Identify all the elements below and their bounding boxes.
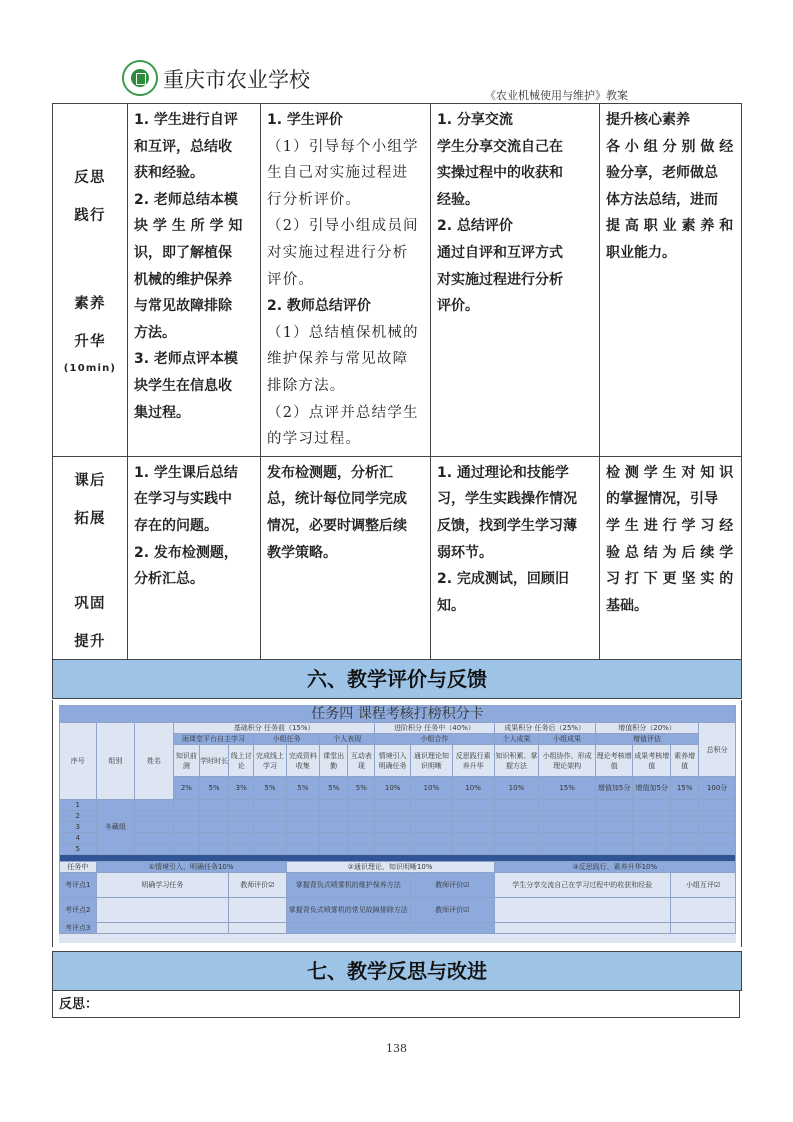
item-weight: 10% [410,777,452,800]
text-line: 1. 学生进行自评 [134,112,238,128]
item-weight: 5% [320,777,348,800]
text-line: 学生分享交流自己在 [437,138,563,155]
score-cell[interactable] [135,822,174,833]
header-index: 序号 [60,723,97,800]
text-line: 检 测 学 生 对 知 识 [606,464,734,481]
item-weight: 10% [494,777,539,800]
stage-title-line: 践行 [74,208,106,224]
stage-title-line: 拓展 [74,510,106,527]
text-line: 2. 总结评价 [437,218,513,235]
score-cell[interactable] [699,822,736,833]
item-weight: 3% [229,777,254,800]
score-cell[interactable] [410,844,452,855]
item-header: 知识积累、掌握方法 [494,745,539,777]
page-number: 138 [386,1042,407,1055]
text-line: 学 生 进 行 学 习 经 [606,517,734,534]
score-cell[interactable] [410,800,452,811]
score-cell[interactable] [286,800,319,811]
score-cell[interactable] [633,844,671,855]
score-cell[interactable] [286,844,319,855]
school-name: 重庆市农业学校 [163,68,310,92]
score-card [59,705,736,943]
text-line: 对实施过程进行分析 [437,271,563,288]
subgroup: 个人成果 [494,734,539,745]
score-cell[interactable] [633,811,671,822]
group-name: 冬藏组 [96,800,135,855]
student-activity-cell [128,104,261,457]
score-cell[interactable] [410,822,452,833]
score-cell[interactable] [348,800,375,811]
subgroup: 小组成果 [539,734,595,745]
phase2-content: 掌握背负式喷雾机的维护保养方法 [286,873,410,898]
text-line: 块学生在信息收 [134,377,232,394]
eval-point-label: 考评点3 [60,923,97,934]
text-line: 习 打 下 更 坚 实 的 [606,571,734,588]
text-line: 总，统计每位同学完成 [267,491,407,508]
score-cell[interactable] [452,800,494,811]
item-weight: 5% [254,777,286,800]
text-line: 2. 完成测试，回顾旧 [437,571,569,588]
item-header: 成果考核增值 [633,745,671,777]
score-cell[interactable] [286,822,319,833]
text-line: （1）引导每个小组学 [267,138,419,155]
score-cell[interactable] [452,811,494,822]
item-weight: 增值加5分 [633,777,671,800]
school-logo-icon [122,60,158,96]
score-cell[interactable] [539,800,595,811]
stage-title-line: 提升 [74,633,106,650]
score-cell[interactable] [173,822,199,833]
score-cell[interactable] [199,811,228,822]
header-name: 姓名 [135,723,174,800]
score-cell[interactable] [229,800,254,811]
score-cell[interactable] [199,833,228,844]
score-cell[interactable] [135,833,174,844]
phase1-content: 明确学习任务 [96,873,229,898]
stage-title-line: 巩固 [74,595,106,612]
score-cell[interactable] [375,822,411,833]
item-header: 理论考核增值 [595,745,633,777]
text-line: 2. 教师总结评价 [267,298,371,315]
eval-point-label: 考评点2 [60,898,97,923]
score-cell[interactable] [348,822,375,833]
text-line: 集过程。 [134,404,190,421]
score-cell[interactable] [452,833,494,844]
text-line: 反馈，找到学生学习薄 [437,517,577,534]
text-line: 3. 老师点评本模 [134,351,238,368]
score-cell[interactable] [595,844,633,855]
item-weight: 5% [199,777,228,800]
text-line: 发布检测题，分析汇 [267,464,393,481]
phase1-content [96,898,229,923]
text-line: 与常见故障排除 [134,298,232,315]
intent-cell [600,456,742,664]
item-header: 完成资料收集 [286,745,319,777]
score-cell[interactable] [173,833,199,844]
score-cell[interactable] [494,811,539,822]
phase3-eval: 小组互评☑ [671,873,736,898]
stage-title-line: 课后 [74,472,106,489]
subgroup: 雨课堂平台自主学习 [173,734,253,745]
stage-title-line: 素养 [74,296,106,312]
phase-header: ②通识理论、知识明晰10% [286,862,494,873]
score-cell[interactable] [199,844,228,855]
text-line: 行分析评价。 [267,191,362,208]
score-cell[interactable] [229,811,254,822]
text-line: 评价。 [437,298,479,315]
item-weight: 10% [452,777,494,800]
stage-duration: (10min) [63,363,117,374]
score-cell[interactable] [286,811,319,822]
text-line: （2）点评并总结学生 [267,404,419,421]
phase1-content [96,923,229,934]
learning-cell [431,104,600,457]
task-mid-label: 任务中 [60,862,97,873]
text-line: 1. 分享交流 [437,112,513,128]
phase2-content: 掌握背负式喷雾机的常见故障排除方法 [286,898,410,923]
score-cell[interactable] [494,800,539,811]
score-cell[interactable] [173,844,199,855]
text-line: 分析汇总。 [134,571,204,588]
score-cell[interactable] [699,833,736,844]
group-value-added: 增值积分（20%） [595,723,698,734]
item-weight: 5% [286,777,319,800]
score-cell[interactable] [135,811,174,822]
score-card-title: 任务四 课程考核打榜积分卡 [60,706,736,723]
item-header: 学时时长 [199,745,228,777]
score-cell[interactable] [173,800,199,811]
phase-header: ①情境引入、明确任务10% [96,862,286,873]
score-cell[interactable] [199,822,228,833]
score-cell[interactable] [494,822,539,833]
row-index: 3 [60,822,97,833]
score-cell[interactable] [375,833,411,844]
lesson-plan-table [52,103,742,665]
text-line: 块 学 生 所 学 知 [134,218,243,235]
text-line: 实操过程中的收获和 [437,165,563,182]
text-line: 职业能力。 [606,244,676,261]
text-line: 基础。 [606,597,648,614]
score-cell[interactable] [375,844,411,855]
score-cell[interactable] [452,844,494,855]
text-line: 弱环节。 [437,544,493,561]
text-line: 评价。 [267,271,315,288]
student-activity-cell [128,456,261,664]
phase2-content [286,923,410,934]
score-cell[interactable] [595,811,633,822]
phase2-eval: 教师评价☑ [410,873,494,898]
score-cell[interactable] [671,800,699,811]
phase1-eval [229,898,286,923]
text-line: 方法。 [134,324,176,341]
text-line: 对实施过程进行分析 [267,244,409,261]
intent-cell [600,104,742,457]
section-7-heading: 七、教学反思与改进 [52,951,742,991]
phase1-eval: 教师评价☑ [229,873,286,898]
group-result: 成果积分 任务后（25%） [494,723,595,734]
score-cell[interactable] [699,811,736,822]
intent-title: 提升核心素养 [606,112,690,128]
text-line: 验 总 结 为 后 续 学 [606,544,734,561]
score-cell[interactable] [494,844,539,855]
item-header: 小组协作、形成理论架构 [539,745,595,777]
text-line: 通过自评和互评方式 [437,244,563,261]
score-cell[interactable] [348,811,375,822]
text-line: 知。 [437,597,465,614]
text-line: 的掌握情况，引导 [606,491,718,508]
item-weight: 5% [348,777,375,800]
item-weight: 2% [173,777,199,800]
score-cell[interactable] [135,800,174,811]
score-cell[interactable] [410,811,452,822]
student-row [60,822,736,833]
text-line: 的学习过程。 [267,431,362,448]
score-cell[interactable] [375,811,411,822]
text-line: 和互评，总结收 [134,138,232,155]
text-line: 提 高 职 业 素 养 和 [606,218,734,235]
stage-title [53,456,128,664]
text-line: 1. 学生课后总结 [134,464,238,481]
score-cell[interactable] [595,800,633,811]
teacher-activity-cell [261,104,431,457]
score-cell[interactable] [254,800,286,811]
phase2-eval [410,923,494,934]
score-cell[interactable] [452,822,494,833]
subgroup: 增值评估 [595,734,698,745]
item-header: 反思践行素养升华 [452,745,494,777]
phase3-eval [671,923,736,934]
score-cell[interactable] [539,844,595,855]
score-cell[interactable] [320,822,348,833]
score-cell[interactable] [494,833,539,844]
score-cell[interactable] [199,800,228,811]
score-cell[interactable] [254,833,286,844]
header-group: 组别 [96,723,135,800]
item-header: 线上讨论 [229,745,254,777]
phase1-eval [229,923,286,934]
score-cell[interactable] [286,833,319,844]
phase3-content [494,923,671,934]
text-line: 情况，必要时调整后续 [267,517,407,534]
course-title: 《农业机械使用与维护》教案 [485,89,628,102]
score-cell[interactable] [633,800,671,811]
phase3-content: 学生分享交流自己在学习过程中的收获和经验 [494,873,671,898]
eval-point-label: 考评点1 [60,873,97,898]
section-6-heading: 六、教学评价与反馈 [52,659,742,699]
subgroup: 小组任务 [254,734,320,745]
score-cell[interactable] [254,811,286,822]
text-line: 获和经验。 [134,165,204,182]
score-cell[interactable] [320,844,348,855]
total-weight: 100分 [699,777,736,800]
subgroup: 个人表现 [320,734,375,745]
row-index: 2 [60,811,97,822]
item-weight: 15% [539,777,595,800]
stage-row-extension [53,456,742,664]
score-card-table [59,705,736,934]
text-line: 习，学生实践操作情况 [437,491,577,508]
text-line: 在学习与实践中 [134,491,232,508]
row-index: 4 [60,833,97,844]
text-line: 识，即了解植保 [134,244,232,261]
score-cell[interactable] [699,800,736,811]
score-cell[interactable] [254,844,286,855]
item-weight: 增值加5分 [595,777,633,800]
score-cell[interactable] [671,844,699,855]
text-line: （1）总结植保机械的 [267,324,419,341]
text-line: 生自己对实施过程进 [267,165,409,182]
text-line: 2. 老师总结本模 [134,191,238,208]
phase2-eval: 教师评价☑ [410,898,494,923]
score-cell[interactable] [671,811,699,822]
text-line: 维护保养与常见故障 [267,351,409,368]
score-cell[interactable] [539,833,595,844]
score-cell[interactable] [539,811,595,822]
text-line: 机械的维护保养 [134,271,232,288]
student-row [60,844,736,855]
teacher-activity-cell [261,456,431,664]
text-line: 2. 发布检测题， [134,544,238,561]
header-total: 总积分 [699,723,736,777]
item-weight: 10% [375,777,411,800]
item-header: 知识前测 [173,745,199,777]
score-cell[interactable] [671,833,699,844]
item-header: 课堂出勤 [320,745,348,777]
stage-title [53,104,128,457]
student-row [60,811,736,822]
text-line: 各 小 组 分 别 做 经 [606,138,734,155]
group-basic: 基础积分 任务前（15%） [173,723,375,734]
score-cell[interactable] [410,833,452,844]
score-cell[interactable] [595,833,633,844]
score-cell[interactable] [254,822,286,833]
text-line: 1. 学生评价 [267,112,343,128]
student-row [60,833,736,844]
score-cell[interactable] [633,822,671,833]
score-cell[interactable] [699,844,736,855]
row-index: 1 [60,800,97,811]
stage-title-line: 升华 [74,334,106,350]
phase3-eval [671,898,736,923]
score-cell[interactable] [135,844,174,855]
group-advanced: 进阶积分 任务中（40%） [375,723,494,734]
item-header: 情境引入明确任务 [375,745,411,777]
score-cell[interactable] [595,822,633,833]
item-header: 素养增值 [671,745,699,777]
reflection-field[interactable]: 反思： [52,990,740,1018]
score-cell[interactable] [229,833,254,844]
stage-title-line: 反思 [74,170,106,186]
score-cell[interactable] [320,811,348,822]
text-line: 排除方法。 [267,377,346,394]
score-cell[interactable] [671,822,699,833]
score-cell[interactable] [229,822,254,833]
page-header [0,0,793,103]
text-line: 1. 通过理论和技能学 [437,464,569,481]
stage-row-reflection [53,104,742,457]
divider-bar [60,855,736,862]
score-cell[interactable] [320,800,348,811]
row-index: 5 [60,844,97,855]
score-cell[interactable] [348,844,375,855]
score-cell[interactable] [633,833,671,844]
student-row [60,800,736,811]
score-cell[interactable] [229,844,254,855]
subgroup: 小组合作 [375,734,494,745]
item-header: 通识理论知识明晰 [410,745,452,777]
score-cell[interactable] [539,822,595,833]
text-line: 存在的问题。 [134,517,218,534]
score-cell[interactable] [320,833,348,844]
phase-header: ③反思践行、素养升华10% [494,862,736,873]
item-header: 互动表现 [348,745,375,777]
text-line: 验分享，老师做总 [606,165,718,182]
phase3-content [494,898,671,923]
text-line: （2）引导小组成员间 [267,218,419,235]
text-line: 经验。 [437,191,479,208]
score-cell[interactable] [348,833,375,844]
item-weight: 15% [671,777,699,800]
text-line: 体方法总结，进而 [606,191,718,208]
item-header: 完成线上学习 [254,745,286,777]
text-line: 教学策略。 [267,544,337,561]
score-cell[interactable] [173,811,199,822]
learning-cell [431,456,600,664]
score-cell[interactable] [375,800,411,811]
